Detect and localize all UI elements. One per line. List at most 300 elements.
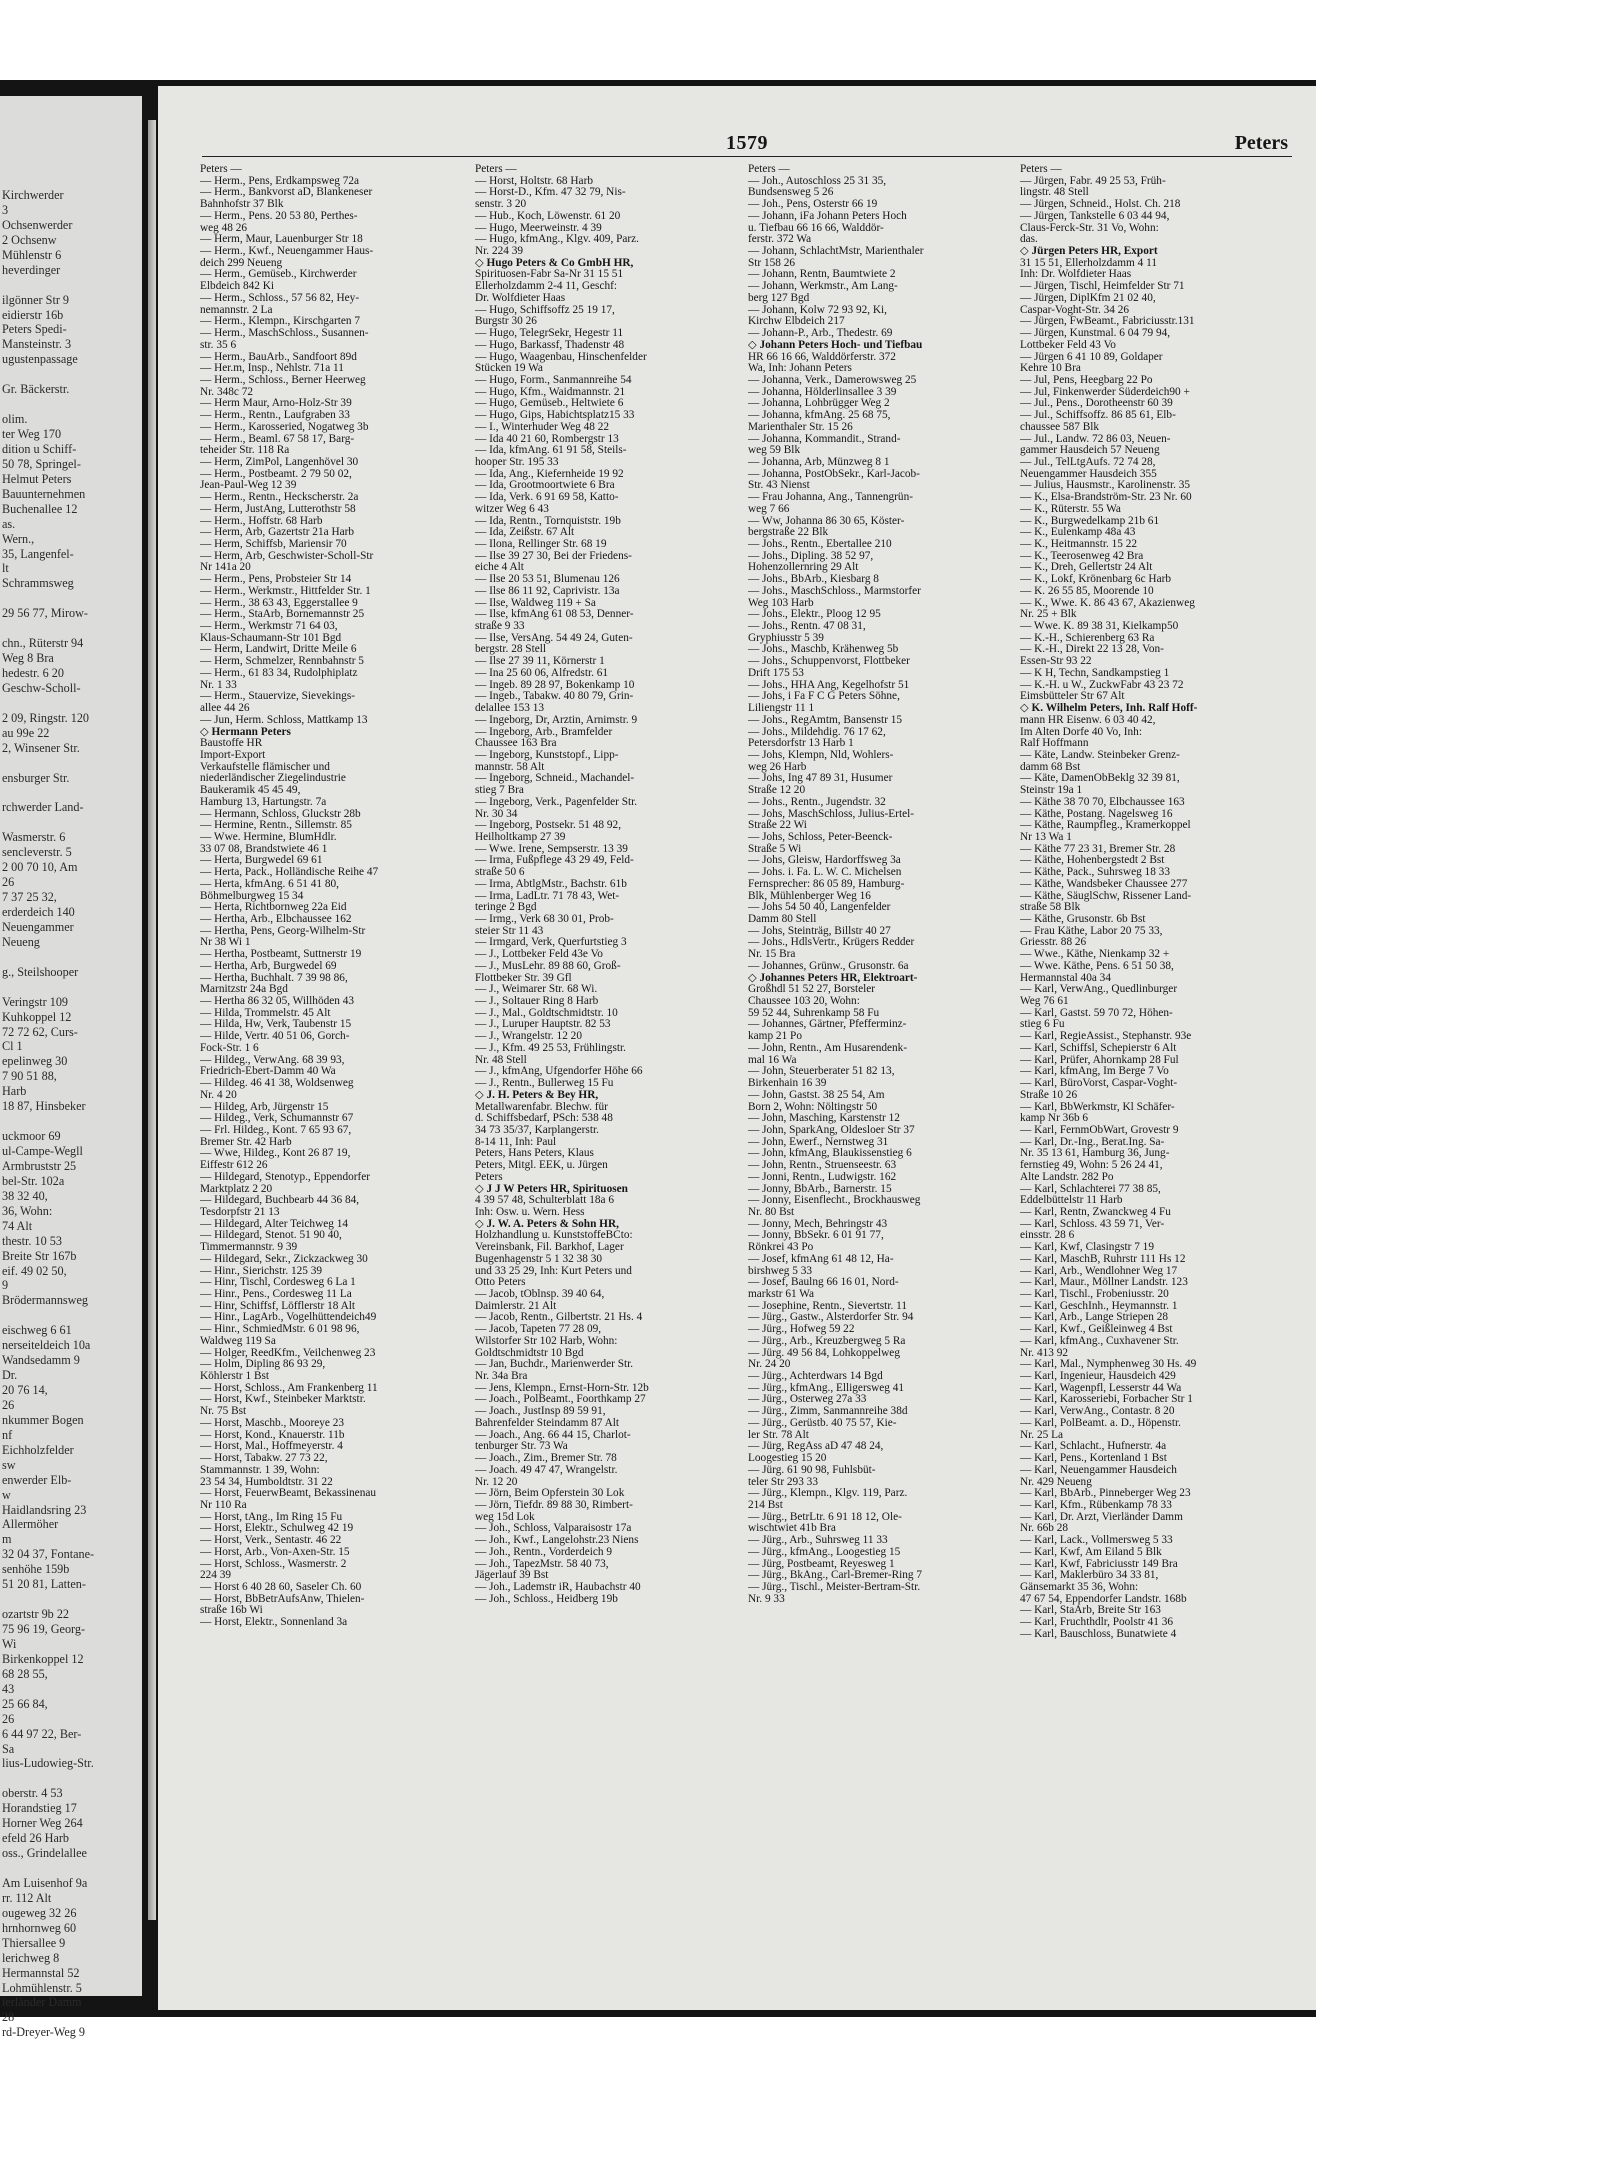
directory-entry-line: — Hildegard, Stenot. 51 90 40,: [200, 1229, 342, 1242]
left-page-line: hrnhornweg 60: [2, 1920, 77, 1935]
directory-entry-line: — Käthe, Postang. Nagelsweg 16: [1020, 807, 1173, 820]
directory-entry-line: — Hinr, Schiffsf, Löfflerstr 18 Alt: [200, 1299, 356, 1312]
directory-entry-line: Nr. 413 92: [1020, 1346, 1069, 1359]
directory-entry-line: Petersdorfstr 13 Harb 1: [748, 737, 854, 750]
directory-entry-line: — Herm., MaschSchloss., Susannen-: [200, 327, 369, 340]
directory-entry-line: — Jürg. 61 90 98, Fuhlsbüt-: [748, 1463, 876, 1476]
directory-entry-line: Alte Landstr. 282 Po: [1020, 1170, 1114, 1183]
directory-entry-line: — Josephine, Rentn., Sievertstr. 11: [748, 1299, 907, 1312]
directory-entry-line: — Karl, GeschInh., Heymannstr. 1: [1020, 1299, 1178, 1312]
directory-entry-line: — Hildegard, Stenotyp., Eppendorfer: [200, 1170, 371, 1183]
directory-entry-line: — Herm., Rentn., Heckscherstr. 2a: [200, 491, 359, 504]
directory-entry-line: — Irma, AbtlgMstr., Bachstr. 61b: [475, 877, 627, 890]
directory-entry-line: — Johann, Werkmstr., Am Lang-: [748, 280, 898, 293]
directory-entry-line: — Wwe. Käthe, Pens. 6 51 50 38,: [1020, 959, 1174, 972]
directory-entry-line: — Johannes, Gärtner, Pfefferminz-: [748, 1018, 907, 1031]
directory-entry-line: — John, kfmAng, Blaukissenstieg 6: [748, 1147, 912, 1160]
directory-entry-line: — Jonny, Eisenflecht., Brockhausweg: [748, 1194, 921, 1207]
directory-entry-line: — Karl, MaschB, Ruhrstr 111 Hs 12: [1020, 1252, 1186, 1265]
directory-entry-line: Kehre 10 Bra: [1020, 362, 1081, 375]
directory-entry-line: — Herm., Pens, Probsteier Str 14: [200, 573, 352, 586]
directory-entry-line: — Karl, Maklerbüro 34 33 81,: [1020, 1569, 1159, 1582]
directory-entry-line: Peters —: [475, 163, 517, 175]
left-page-line: nerseiteldeich 10a: [2, 1338, 91, 1353]
directory-entry-line: — Johann-P., Arb., Thedestr. 69: [748, 327, 893, 340]
directory-entry-line: Straße 10 26: [1020, 1088, 1078, 1101]
directory-entry-line: — Ingeborg, Verk., Pagenfelder Str.: [475, 795, 638, 808]
directory-entry-line: — Joach., Zim., Bremer Str. 78: [475, 1452, 617, 1465]
directory-entry-line: — Horst 6 40 28 60, Saseler Ch. 60: [200, 1580, 362, 1593]
directory-entry-line: Heilholtkamp 27 39: [475, 830, 566, 843]
page-number: 1579: [726, 132, 768, 154]
directory-entry-line: — Karl, Kwf., Geißleinweg 4 Bst: [1020, 1323, 1173, 1336]
directory-entry-line: Burgstr 30 26: [475, 315, 537, 328]
directory-entry-line: — Josef, kfmAng 61 48 12, Ha-: [748, 1252, 894, 1265]
directory-entry-line: mal 16 Wa: [748, 1053, 797, 1066]
directory-entry-line: und 33 25 29, Inh: Kurt Peters und: [475, 1264, 632, 1277]
left-page-line: Ochsenwerder: [2, 217, 73, 232]
directory-entry-line: — Johs, Ing 47 89 31, Husumer: [748, 772, 893, 785]
directory-entry-line: — Johs, i Fa F C G Peters Söhne,: [748, 690, 900, 703]
directory-entry-line: — Joh., TapezMstr. 58 40 73,: [475, 1557, 609, 1570]
directory-entry-line: Chaussee 103 20, Wohn:: [748, 995, 860, 1008]
directory-entry-line: — Horst, Kond., Knauerstr. 11b: [200, 1428, 345, 1441]
directory-entry-line: — Johs., Elektr., Ploog 12 95: [748, 608, 881, 621]
directory-entry-line: — Ingeborg, Kunststopf., Lipp-: [475, 748, 619, 761]
directory-entry-line: teler Str 293 33: [748, 1475, 818, 1488]
directory-entry-line: — Karl, Wagenpfl, Lesserstr 44 Wa: [1020, 1381, 1182, 1394]
left-page-line: 75 96 19, Georg-: [2, 1622, 86, 1636]
directory-entry-line: 59 52 44, Suhrenkamp 58 Fu: [748, 1006, 880, 1019]
directory-entry-line: — K.-H. u W., ZuckwFabr 43 23 72: [1020, 678, 1184, 691]
directory-entry-line: — Hertha, Arb, Burgwedel 69: [200, 959, 337, 972]
left-page-line: [2, 696, 142, 711]
directory-entry-line: — Jul., TelLtgAufs. 72 74 28,: [1020, 455, 1156, 468]
directory-entry-line: — Käthe 38 70 70, Elbchaussee 163: [1020, 795, 1185, 808]
left-page-line: ilgönner Str 9: [2, 292, 70, 307]
left-page-line: Hermannstal 52: [2, 1965, 80, 1980]
directory-entry-line: — Wwe., Käthe, Nienkamp 32 +: [1020, 948, 1170, 961]
left-page-line: ierländer Damm: [2, 1995, 82, 2010]
left-page-line: bel-Str. 102a: [2, 1173, 65, 1188]
directory-entry-line: — Käthe, SäuglSchw, Rissener Land-: [1020, 889, 1192, 902]
left-page-line: chn., Rüterstr 94: [2, 636, 84, 651]
directory-entry-line: — Hugo, TelegrSekr, Hegestr 11: [475, 327, 624, 340]
directory-entry-line: — Jul, Finkenwerder Süderdeich90 +: [1020, 385, 1190, 398]
left-page-line: 74 Alt: [2, 1218, 33, 1233]
left-page-line: Weg 8 Bra: [2, 651, 54, 666]
directory-entry-line: Claus-Ferck-Str. 31 Vo, Wohn:: [1020, 221, 1159, 234]
directory-entry-line: Holzhandlung u. KunststoffeBCto:: [475, 1229, 633, 1242]
directory-entry-line: — Herm., Kwf., Neuengammer Haus-: [200, 245, 374, 258]
directory-entry-line: wischtwiet 41b Bra: [748, 1522, 836, 1535]
directory-entry-line: — Karl, Schloss. 43 59 71, Ver-: [1020, 1217, 1165, 1230]
directory-entry-line: Ralf Hoffmann: [1020, 737, 1089, 750]
directory-entry-line: Großhdl 51 52 27, Borsteler: [748, 983, 876, 996]
left-page-line: rr. 112 Alt: [2, 1890, 52, 1905]
directory-entry-line: — Jürg., Osterweg 27a 33: [748, 1393, 867, 1406]
directory-entry-line: — Horst, Elektr., Sonnenland 3a: [200, 1616, 348, 1629]
left-page-line: Geschw-Scholl-: [2, 680, 81, 695]
directory-entry-line: — Johs., MaschSchloss., Marmstorfer: [748, 584, 921, 597]
directory-entry-line: tenburger Str. 73 Wa: [475, 1440, 568, 1453]
directory-entry-line: Import-Export: [200, 748, 266, 761]
running-head: Peters: [1234, 132, 1288, 154]
directory-entry-line: — Joh., Kwf., Langelohstr.23 Niens: [475, 1534, 639, 1547]
directory-entry-line: — Johann, iFa Johann Peters Hoch: [748, 209, 907, 222]
directory-entry-line: — Jürg. 49 56 84, Lohkoppelweg: [748, 1346, 900, 1359]
directory-entry-line: — Jonni, Rentn., Ludwigstr. 162: [748, 1170, 897, 1183]
directory-entry-line: niederländischer Ziegelindustrie: [200, 772, 346, 785]
directory-entry-line: — Herm, JustAng, Lutterothstr 58: [200, 502, 356, 515]
directory-entry-line: — Karl, Schlacht., Hufnerstr. 4a: [1020, 1440, 1167, 1453]
directory-entry-line: — Hertha 86 32 05, Willhöden 43: [200, 995, 355, 1008]
left-page-line: sencleverstr. 5: [2, 845, 72, 860]
directory-entry-line: — Wwe. Irene, Sempserstr. 13 39: [475, 842, 628, 855]
directory-entry-line: Peters —: [1020, 163, 1062, 175]
directory-entry-line: ◇ K. Wilhelm Peters, Inh. Ralf Hoff-: [1020, 702, 1198, 715]
directory-entry-line: — Karl, kfmAng, Im Berge 7 Vo: [1020, 1065, 1169, 1078]
directory-entry-line: — Hugo, Schiffsoffz 25 19 17,: [475, 303, 615, 316]
directory-entry-line: straße 9 33: [475, 620, 525, 633]
left-page-line: Wern.,: [2, 531, 35, 546]
directory-entry-line: Waldweg 119 Sa: [200, 1334, 276, 1347]
directory-entry-line: ferstr. 372 Wa: [748, 233, 812, 246]
left-page-line: Mühlenstr 6: [2, 247, 62, 262]
directory-entry-line: mannstr. 58 Alt: [475, 760, 545, 773]
directory-entry-line: — Frl. Hildeg., Kont. 7 65 93 67,: [200, 1123, 352, 1136]
directory-entry-line: ◇ J. W. A. Peters & Sohn HR,: [475, 1217, 619, 1230]
directory-entry-line: — Ida, Zeißstr. 67 Alt: [475, 526, 575, 539]
directory-entry-line: — Joh., Rentn., Vorderdeich 9: [475, 1545, 613, 1558]
directory-entry-line: — Karl, Kfm., Rübenkamp 78 33: [1020, 1498, 1172, 1511]
directory-entry-line: mann HR Eisenw. 6 03 40 42,: [1020, 713, 1156, 726]
directory-entry-line: — Jürg., Arb., Suhrsweg 11 33: [748, 1534, 888, 1547]
left-page-line: Eichholzfelder: [2, 1442, 74, 1457]
directory-entry-line: — Karl, PolBeamt. a. D., Höpenstr.: [1020, 1416, 1181, 1429]
left-page-fragment: [0, 96, 142, 2040]
left-page-line: Birkenkoppel 12: [2, 1651, 84, 1666]
directory-entry-line: — John, Ewerf., Nernstweg 31: [748, 1135, 889, 1148]
directory-entry-line: — Johs., RegAmtm, Bansenstr 15: [748, 713, 903, 726]
directory-entry-line: — Herm., Schloss., 57 56 82, Hey-: [200, 291, 360, 304]
directory-entry-line: — Jürgen 6 41 10 89, Goldaper: [1020, 350, 1163, 363]
directory-entry-line: — Jürgen, FwBeamt., Fabriciusstr.131: [1020, 315, 1195, 328]
directory-entry-line: — Ingeborg, Dr, Arztin, Arnimstr. 9: [475, 713, 638, 726]
left-page-line: Dr.: [2, 1368, 18, 1383]
directory-entry-line: ◇ Hugo Peters & Co GmbH HR,: [475, 256, 634, 269]
directory-entry-line: — Karl, Maur., Möllner Landstr. 123: [1020, 1276, 1188, 1289]
directory-entry-line: Marnitzstr 24a Bgd: [200, 983, 288, 996]
directory-entry-line: — Herta, Richtbornweg 22a Eid: [200, 901, 347, 914]
directory-entry-line: — Jürgen, Kunstmal. 6 04 79 94,: [1020, 327, 1171, 340]
directory-entry-line: — Jörn, Beim Opferstein 30 Lok: [475, 1487, 625, 1500]
directory-entry-line: Dr. Wolfdieter Haas: [475, 291, 566, 304]
directory-entry-line: — Herm, Schiffsb, Mariensir 70: [200, 538, 347, 550]
directory-entry-line: — K., Elsa-Brandström-Str. 23 Nr. 60: [1020, 491, 1192, 504]
left-page-line: [2, 950, 142, 965]
directory-entry-line: — Hertha, Postbeamt, Suttnerstr 19: [200, 948, 362, 961]
directory-entry-line: — Horst, tAng., Im Ring 15 Fu: [200, 1510, 343, 1523]
directory-entry-line: stieg 6 Fu: [1020, 1018, 1065, 1031]
left-page-line: 2 Ochsenw: [2, 232, 57, 247]
directory-entry-line: chaussee 587 Blk: [1020, 420, 1100, 433]
directory-entry-line: Nr. 25 La: [1020, 1428, 1063, 1441]
directory-entry-line: — Hildegard, Sekr., Zickzackweg 30: [200, 1252, 368, 1265]
directory-entry-line: — Jürg., Zimm, Sanmannreihe 38d: [748, 1405, 908, 1418]
directory-entry-line: Nr. 15 Bra: [748, 948, 796, 961]
directory-entry-line: senstr. 3 20: [475, 198, 527, 211]
directory-entry-line: Verkaufstelle flämischer und: [200, 760, 330, 773]
directory-entry-line: — Karl, Ingenieur, Hausdeich 429: [1020, 1370, 1176, 1383]
directory-entry-line: 224 39: [200, 1569, 232, 1582]
left-page-line: 26: [2, 1397, 15, 1412]
directory-entry-line: 214 Bst: [748, 1498, 783, 1511]
directory-entry-line: — Ilse, kfmAng 61 08 53, Denner-: [475, 608, 634, 621]
directory-entry-line: — J., Rentn., Bullerweg 15 Fu: [475, 1077, 614, 1090]
directory-entry-line: — Herta, Burgwedel 69 61: [200, 854, 323, 867]
directory-entry-line: fernstieg 49, Wohn: 5 26 24 41,: [1020, 1159, 1163, 1172]
left-page-line: w: [2, 1487, 11, 1502]
left-page-line: Am Luisenhof 9a: [2, 1875, 88, 1890]
directory-entry-line: — K., Eulenkamp 48a 43: [1020, 526, 1136, 539]
directory-entry-line: teheider Str. 118 Ra: [200, 444, 290, 457]
directory-entry-line: — Johs 54 50 40, Langenfelder: [748, 901, 891, 914]
directory-entry-line: delallee 153 13: [475, 702, 545, 715]
directory-entry-line: Nr. 4 20: [200, 1088, 237, 1101]
page-header: [158, 130, 1316, 158]
directory-entry-line: Bahnhofstr 37 Blk: [200, 198, 284, 211]
directory-entry-line: — Ida, Rentn., Tornquiststr. 19b: [475, 514, 621, 527]
directory-entry-line: eiche 4 Alt: [475, 561, 524, 574]
left-page-line: [2, 367, 142, 382]
left-page-line: rd-Dreyer-Weg 9: [2, 2025, 86, 2040]
directory-entry-line: — Jul., Pens., Dorotheenstr 60 39: [1020, 397, 1173, 410]
directory-entry-line: hooper Str. 195 33: [475, 455, 559, 468]
directory-entry-line: — Josef, Baulng 66 16 01, Nord-: [748, 1276, 899, 1289]
directory-entry-line: Bundsensweg 5 26: [748, 186, 834, 199]
left-page-line: senhöhe 159b: [2, 1562, 70, 1577]
directory-entry-line: — Jan, Buchdr., Marienwerder Str.: [475, 1358, 634, 1371]
directory-entry-line: — Herm, Schmelzer, Rennbahnstr 5: [200, 655, 364, 668]
directory-entry-line: — Irma, Fußpflege 43 29 49, Feld-: [475, 854, 634, 867]
directory-entry-line: — Johann, Rentn, Baumtwiete 2: [748, 268, 896, 281]
directory-entry-line: — Karl, Dr. Arzt, Vierländer Damm: [1020, 1510, 1183, 1523]
left-page-line: ensburger Str.: [2, 770, 70, 785]
directory-entry-line: Elbdeich 842 Ki: [200, 280, 275, 293]
directory-entry-line: — Ingeborg, Schneid., Machandel-: [475, 772, 635, 785]
directory-entry-line: Wa, Inh: Johann Peters: [748, 362, 852, 375]
directory-entry-line: — Karl, Mal., Nymphenweg 30 Hs. 49: [1020, 1358, 1197, 1371]
directory-entry-line: nemannstr. 2 La: [200, 303, 273, 316]
directory-entry-line: — Herm., Schloss., Berner Heerweg: [200, 373, 366, 386]
directory-entry-line: — Käthe, Pack., Suhrsweg 18 33: [1020, 866, 1170, 879]
directory-entry-line: — Hinr., Pens., Cordesweg 11 La: [200, 1288, 352, 1300]
directory-entry-line: — Karl, StaArb, Breite Str 163: [1020, 1604, 1161, 1617]
directory-entry-line: — Joh., Schloss, Valparaisostr 17a: [475, 1522, 632, 1535]
left-page-line: uckmoor 69: [2, 1129, 61, 1144]
directory-entry-line: — Johanna, Arb, Münzweg 8 1: [748, 455, 890, 468]
left-page-line: 3: [2, 202, 9, 217]
directory-entry-line: — Karl, FernmObWart, Grovestr 9: [1020, 1123, 1179, 1136]
directory-entry-line: — Horst, Mal., Hoffmeyerstr. 4: [200, 1440, 343, 1453]
directory-entry-line: — Julius, Hausmstr., Karolinenstr. 35: [1020, 479, 1191, 492]
directory-entry-line: 34 73 35/37, Karplangerstr.: [475, 1123, 599, 1136]
directory-entry-line: — Frau Johanna, Ang., Tannengrün-: [748, 491, 913, 504]
directory-entry-line: — Joach. 49 47 47, Wrangelstr.: [475, 1463, 618, 1476]
directory-entry-line: — Hugo, Gips, Habichtsplatz15 33: [475, 409, 635, 422]
left-page-line: 68 28 55,: [2, 1666, 48, 1681]
directory-entry-line: — Ilse, VersAng. 54 49 24, Guten-: [475, 631, 633, 644]
directory-entry-line: — Johs, Schloss, Peter-Beenck-: [748, 830, 893, 843]
directory-entry-line: — J., Luruper Hauptstr. 82 53: [475, 1018, 611, 1031]
directory-entry-line: — Hermann, Schloss, Gluckstr 28b: [200, 807, 361, 820]
directory-entry-line: — K., Rüterstr. 55 Wa: [1020, 502, 1121, 515]
left-page-line: 38 32 40,: [2, 1188, 48, 1203]
directory-entry-line: Gryphiusstr 5 39: [748, 631, 824, 644]
directory-entry-line: — Hinr., LagArb., Vogelhüttendeich49: [200, 1311, 377, 1324]
directory-entry-line: — Joh., Schloss., Heidberg 19b: [475, 1592, 618, 1605]
left-page-line: 20 76 14,: [2, 1383, 48, 1397]
directory-entry-line: Blk, Mühlenberger Weg 16: [748, 889, 871, 902]
directory-entry-line: — Joach., Ang. 66 44 15, Charlot-: [475, 1428, 631, 1441]
left-page-line: Cl 1: [2, 1039, 23, 1054]
directory-entry-line: — Herm., Beaml. 67 58 17, Barg-: [200, 432, 355, 445]
left-page-line: [2, 1861, 142, 1876]
directory-entry-line: Eiffestr 612 26: [200, 1159, 268, 1172]
left-page-line: 6 44 97 22, Ber-: [2, 1726, 82, 1741]
directory-entry-line: — Johs. i. Fa. L. W. C. Michelsen: [748, 866, 902, 879]
directory-entry-line: Nr 38 Wi 1: [200, 936, 251, 949]
directory-entry-line: Peters —: [748, 163, 790, 175]
directory-entry-line: weg 7 66: [748, 502, 790, 515]
directory-entry-line: Metallwarenfabr. Blechw. für: [475, 1100, 608, 1113]
directory-entry-line: Chaussee 163 Bra: [475, 737, 557, 750]
directory-entry-line: Essen-Str 93 22: [1020, 655, 1092, 668]
directory-entry-line: — Karl, Schlachterei 77 38 85,: [1020, 1182, 1161, 1195]
left-page-line: m: [2, 1532, 12, 1547]
directory-entry-line: Liliengstr 11 1: [748, 702, 815, 715]
directory-entry-line: Hohenzollernring 29 Alt: [748, 561, 859, 574]
directory-entry-line: Flottbeker Str. 39 Gfl: [475, 971, 572, 984]
directory-entry-line: — Hertha, Pens, Georg-Wilhelm-Str: [200, 924, 366, 937]
directory-entry-line: Straße 12 20: [748, 784, 806, 797]
left-page-line: [2, 980, 142, 995]
left-page-line: 72 72 62, Curs-: [2, 1024, 78, 1039]
directory-entry-line: — Herm, Arb, Geschwister-Scholl-Str: [200, 549, 374, 562]
left-page-line: Mansteinstr. 3: [2, 337, 72, 352]
left-page-line: 9: [2, 1278, 9, 1293]
directory-entry-line: Jägerlauf 39 Bst: [475, 1569, 549, 1582]
directory-entry-line: 31 15 51, Ellerholzdamm 4 11: [1020, 256, 1158, 269]
directory-entry-line: — Jürg., kfmAng., Elligersweg 41: [748, 1381, 905, 1394]
left-page-line: efeld 26 Harb: [2, 1831, 70, 1846]
left-page-line: Harb: [2, 1084, 27, 1099]
directory-entry-line: — Her.m, Insp., Nehlstr. 71a 11: [200, 362, 344, 375]
directory-entry-line: — Jacob, tOblnsp. 39 40 64,: [475, 1288, 605, 1300]
directory-entry-line: — Johanna, Verk., Damerowsweg 25: [748, 373, 917, 386]
directory-entry-line: Baustoffe HR: [200, 737, 263, 750]
directory-entry-line: — John, SparkAng, Oldesloer Str 37: [748, 1123, 915, 1136]
directory-entry-line: u. Tiefbau 66 16 66, Walddör-: [748, 221, 884, 234]
directory-entry-line: — Horst, Verk., Sentastr. 46 22: [200, 1534, 342, 1547]
directory-entry-line: Rönkrei 43 Po: [748, 1241, 814, 1254]
left-page-line: dition u Schiff-: [2, 441, 77, 456]
directory-entry-line: Eimsbütteler Str 67 Alt: [1020, 690, 1125, 703]
directory-entry-line: — Johs., Rentn. 47 08 31,: [748, 620, 866, 633]
left-page-line: 26: [2, 875, 15, 890]
directory-entry-line: — Herm., 61 83 34, Rudolphiplatz: [200, 666, 358, 679]
directory-entry-line: — Jürg., Gerüstb. 40 75 57, Kie-: [748, 1416, 897, 1429]
directory-entry-line: str. 35 6: [200, 338, 237, 351]
left-page-line: Veringstr 109: [2, 994, 69, 1009]
directory-entry-line: Peters —: [200, 163, 242, 175]
directory-entry-line: weg 48 26: [200, 221, 248, 234]
directory-entry-line: — John, Steuerberater 51 82 13,: [748, 1065, 895, 1078]
directory-entry-line: — I., Winterhuder Weg 48 22: [475, 420, 610, 433]
left-page-line: Breite Str 167b: [2, 1248, 77, 1263]
directory-entry-line: das.: [1020, 233, 1038, 246]
left-page-line: Helmut Peters: [2, 471, 72, 486]
directory-entry-line: — Hildeg., Verk, Schumannstr 67: [200, 1112, 354, 1125]
directory-entry-line: — Herm, Maur, Lauenburger Str 18: [200, 233, 363, 246]
left-page-line: epelinweg 30: [2, 1054, 68, 1069]
directory-entry-line: Bremer Str. 42 Harb: [200, 1135, 292, 1148]
directory-entry-line: — Hugo, Gemüseb., Heltwiete 6: [475, 397, 624, 410]
directory-entry-line: — Käte, Landw. Steinbeker Grenz-: [1020, 748, 1180, 761]
directory-entry-line: — Hugo, Form., Sanmannreihe 54: [475, 373, 632, 386]
directory-entry-line: — Jürg., Tischl., Meister-Bertram-Str.: [748, 1580, 921, 1593]
directory-entry-line: — Karl, BüroVorst, Caspar-Voght-: [1020, 1077, 1178, 1090]
directory-entry-line: — Hugo, Barkassf, Thadenstr 48: [475, 338, 625, 351]
directory-entry-line: — Herm., Bankvorst aD, Blankeneser: [200, 186, 373, 199]
directory-entry-line: — J., kfmAng, Ufgendorfer Höhe 66: [475, 1065, 643, 1078]
directory-entry-line: weg 15d Lok: [475, 1510, 535, 1523]
directory-entry-line: — Käthe, Grusonstr. 6b Bst: [1020, 913, 1146, 925]
directory-column-4: [1020, 164, 1292, 1641]
left-page-line: 2 09, Ringstr. 120: [2, 710, 90, 725]
left-page-line: Haidlandsring 23: [2, 1502, 87, 1517]
directory-entry-line: — K., Dreh, Gellertstr 24 Alt: [1020, 561, 1153, 574]
directory-entry-line: Nr. 48 Stell: [475, 1053, 527, 1066]
directory-entry-line: Köhlerstr 1 Bst: [200, 1370, 270, 1383]
directory-entry-line: Damm 80 Stell: [748, 913, 817, 925]
left-page-line: [2, 1592, 142, 1607]
directory-entry-line: — Johs., Rentn., Ebertallee 210: [748, 538, 892, 550]
left-page-line: as.: [2, 516, 16, 531]
directory-entry-line: — Hilda, Trommelstr. 45 Alt: [200, 1006, 331, 1019]
directory-entry-line: Vereinsbank, Fil. Barkhof, Lager: [475, 1241, 624, 1254]
left-page-line: Wi: [2, 1636, 17, 1651]
left-page-line: 7 37 25 32,: [2, 890, 57, 905]
directory-entry-line: — Ilona, Rellinger Str. 68 19: [475, 538, 607, 550]
directory-entry-line: damm 68 Bst: [1020, 760, 1081, 773]
left-page-line: eischweg 6 61: [2, 1323, 72, 1338]
directory-entry-line: — Horst, Arb., Von-Axen-Str. 15: [200, 1545, 350, 1558]
directory-entry-line: Caspar-Voght-Str. 34 26: [1020, 303, 1130, 316]
directory-entry-line: Weg 103 Harb: [748, 596, 814, 609]
directory-entry-line: — J., Lottbeker Feld 43e Vo: [475, 948, 603, 961]
directory-entry-line: — Karl, VerwAng., Quedlinburger: [1020, 983, 1178, 996]
left-page-line: [2, 397, 142, 412]
directory-entry-line: weg 26 Harb: [748, 760, 807, 773]
directory-entry-line: — Jürg, Postbeamt, Reyesweg 1: [748, 1557, 895, 1570]
left-page-line: ozartstr 9b 22: [2, 1607, 70, 1622]
left-page-line: Horandstieg 17: [2, 1801, 77, 1816]
directory-entry-line: — Herm., BauArb., Sandfoort 89d: [200, 350, 357, 363]
directory-entry-line: — Ilse 20 53 51, Blumenau 126: [475, 573, 620, 586]
left-page-line: 36, Wohn:: [2, 1203, 53, 1218]
